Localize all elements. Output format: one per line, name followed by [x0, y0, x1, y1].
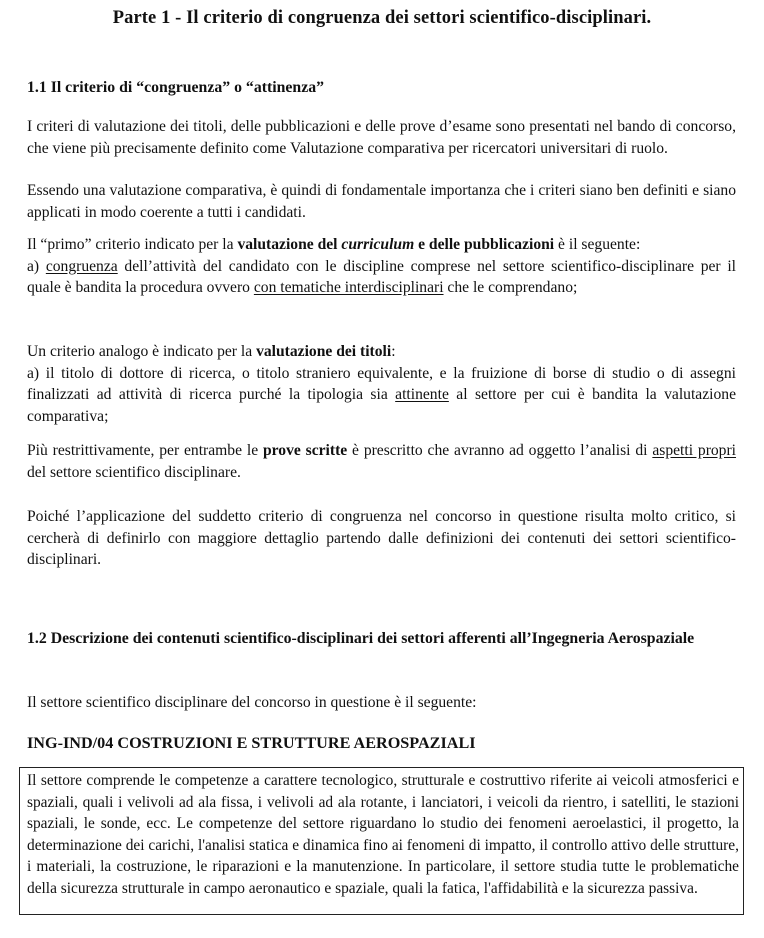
text-run: Il “primo” criterio indicato per la: [27, 236, 238, 253]
underlined-term-aspetti-propri: aspetti propri: [652, 442, 737, 459]
text-run-bold: valutazione del: [237, 236, 342, 253]
underlined-term-attinente: attinente: [395, 386, 449, 403]
text-run: è il seguente:: [554, 236, 641, 253]
text-run-bold: valutazione dei titoli: [256, 343, 392, 360]
section-1-2-heading: 1.2 Descrizione dei contenuti scientifico-disciplinari dei settori afferenti all’Ingegneria Aerospaziale: [27, 630, 695, 647]
text-run-italic: curriculum: [341, 236, 415, 253]
paragraph-first-criterion: [27, 234, 736, 299]
text-run: dell’attività del candidato con le discipline comprese nel settore scientifico-disciplinare per il quale è bandita la procedura ovvero: [27, 257, 736, 296]
text-run: al settore per cui è bandita la valutazione comparativa;: [27, 386, 736, 425]
text-run: del settore scientifico disciplinare.: [27, 463, 241, 481]
paragraph-criteria: I criteri di valutazione dei titoli, delle pubblicazioni e delle prove d’esame sono presentati nel bando di concorso, che viene più precisamente definito come Valutazione comparativa per ricercatori universitari di ruolo.: [27, 118, 736, 157]
paragraph-titles-criterion: [27, 341, 736, 427]
text-run: a): [27, 257, 46, 275]
paragraph-comparative: Essendo una valutazione comparativa, è quindi di fondamentale importanza che i criteri siano ben definiti e siano applicati in modo coerente a tutti i candidati.: [27, 182, 736, 221]
paragraph-congruence-application: Poiché l’applicazione del suddetto criterio di congruenza nel concorso in questione risulta molto critico, si cercherà di definirlo con maggiore dettaglio partendo dalle definizioni dei contenuti dei settori scientifico-disciplinari.: [27, 508, 736, 568]
sector-code-heading: ING-IND/04 COSTRUZIONI E STRUTTURE AEROSPAZIALI: [27, 734, 476, 752]
paragraph-written-tests: [27, 440, 736, 483]
underlined-term-interdisciplinari: con tematiche interdisciplinari: [253, 279, 444, 296]
text-run: è prescritto che avranno ad oggetto l’analisi di: [347, 442, 653, 459]
text-run-bold: e delle pubblicazioni: [414, 236, 555, 253]
sector-description-text: Il settore comprende le competenze a carattere tecnologico, strutturale e costruttivo riferite ai veicoli atmosferici e spaziali, quali i velivoli ad ala fissa, i velivoli ad ala rotante, i lanciatori, i veicoli da rientro, i satelliti, le stazioni spaziali, le sonde, ecc. Le competenze del settore riguardano lo studio dei fenomeni aeroelastici, il progetto, la determinazione dei carichi, l'analisi statica e dinamica fino ai fenomeni di impatto, il controllo attivo delle strutture, i materiali, la costruzione, le riparazioni e la manutenzione. In particolare, il settore studia tutte le problematiche della sicurezza strutturale in campo aeronautico e spaziale, quali la fatica, l'affidabilità e la sicurezza passiva.: [27, 772, 739, 897]
paragraph-sector-intro: Il settore scientifico disciplinare del concorso in questione è il seguente:: [27, 694, 477, 711]
text-run: :: [391, 343, 396, 360]
text-run-bold: prove scritte: [262, 442, 348, 459]
page-title: Parte 1 - Il criterio di congruenza dei settori scientifico-disciplinari.: [112, 8, 652, 28]
text-run: Più restrittivamente, per entrambe le: [27, 442, 263, 459]
section-1-1-heading: 1.1 Il criterio di “congruenza” o “attinenza”: [27, 79, 325, 96]
text-run: che le comprendano;: [443, 279, 578, 296]
text-run: a) il titolo di dottore di ricerca, o titolo straniero equivalente, e la fruizione di borse di studio o di assegni finalizzati ad attività di ricerca purché la tipologia sia: [27, 364, 736, 403]
underlined-term-congruenza: congruenza: [45, 257, 118, 275]
text-run: Un criterio analogo è indicato per la: [27, 343, 257, 360]
